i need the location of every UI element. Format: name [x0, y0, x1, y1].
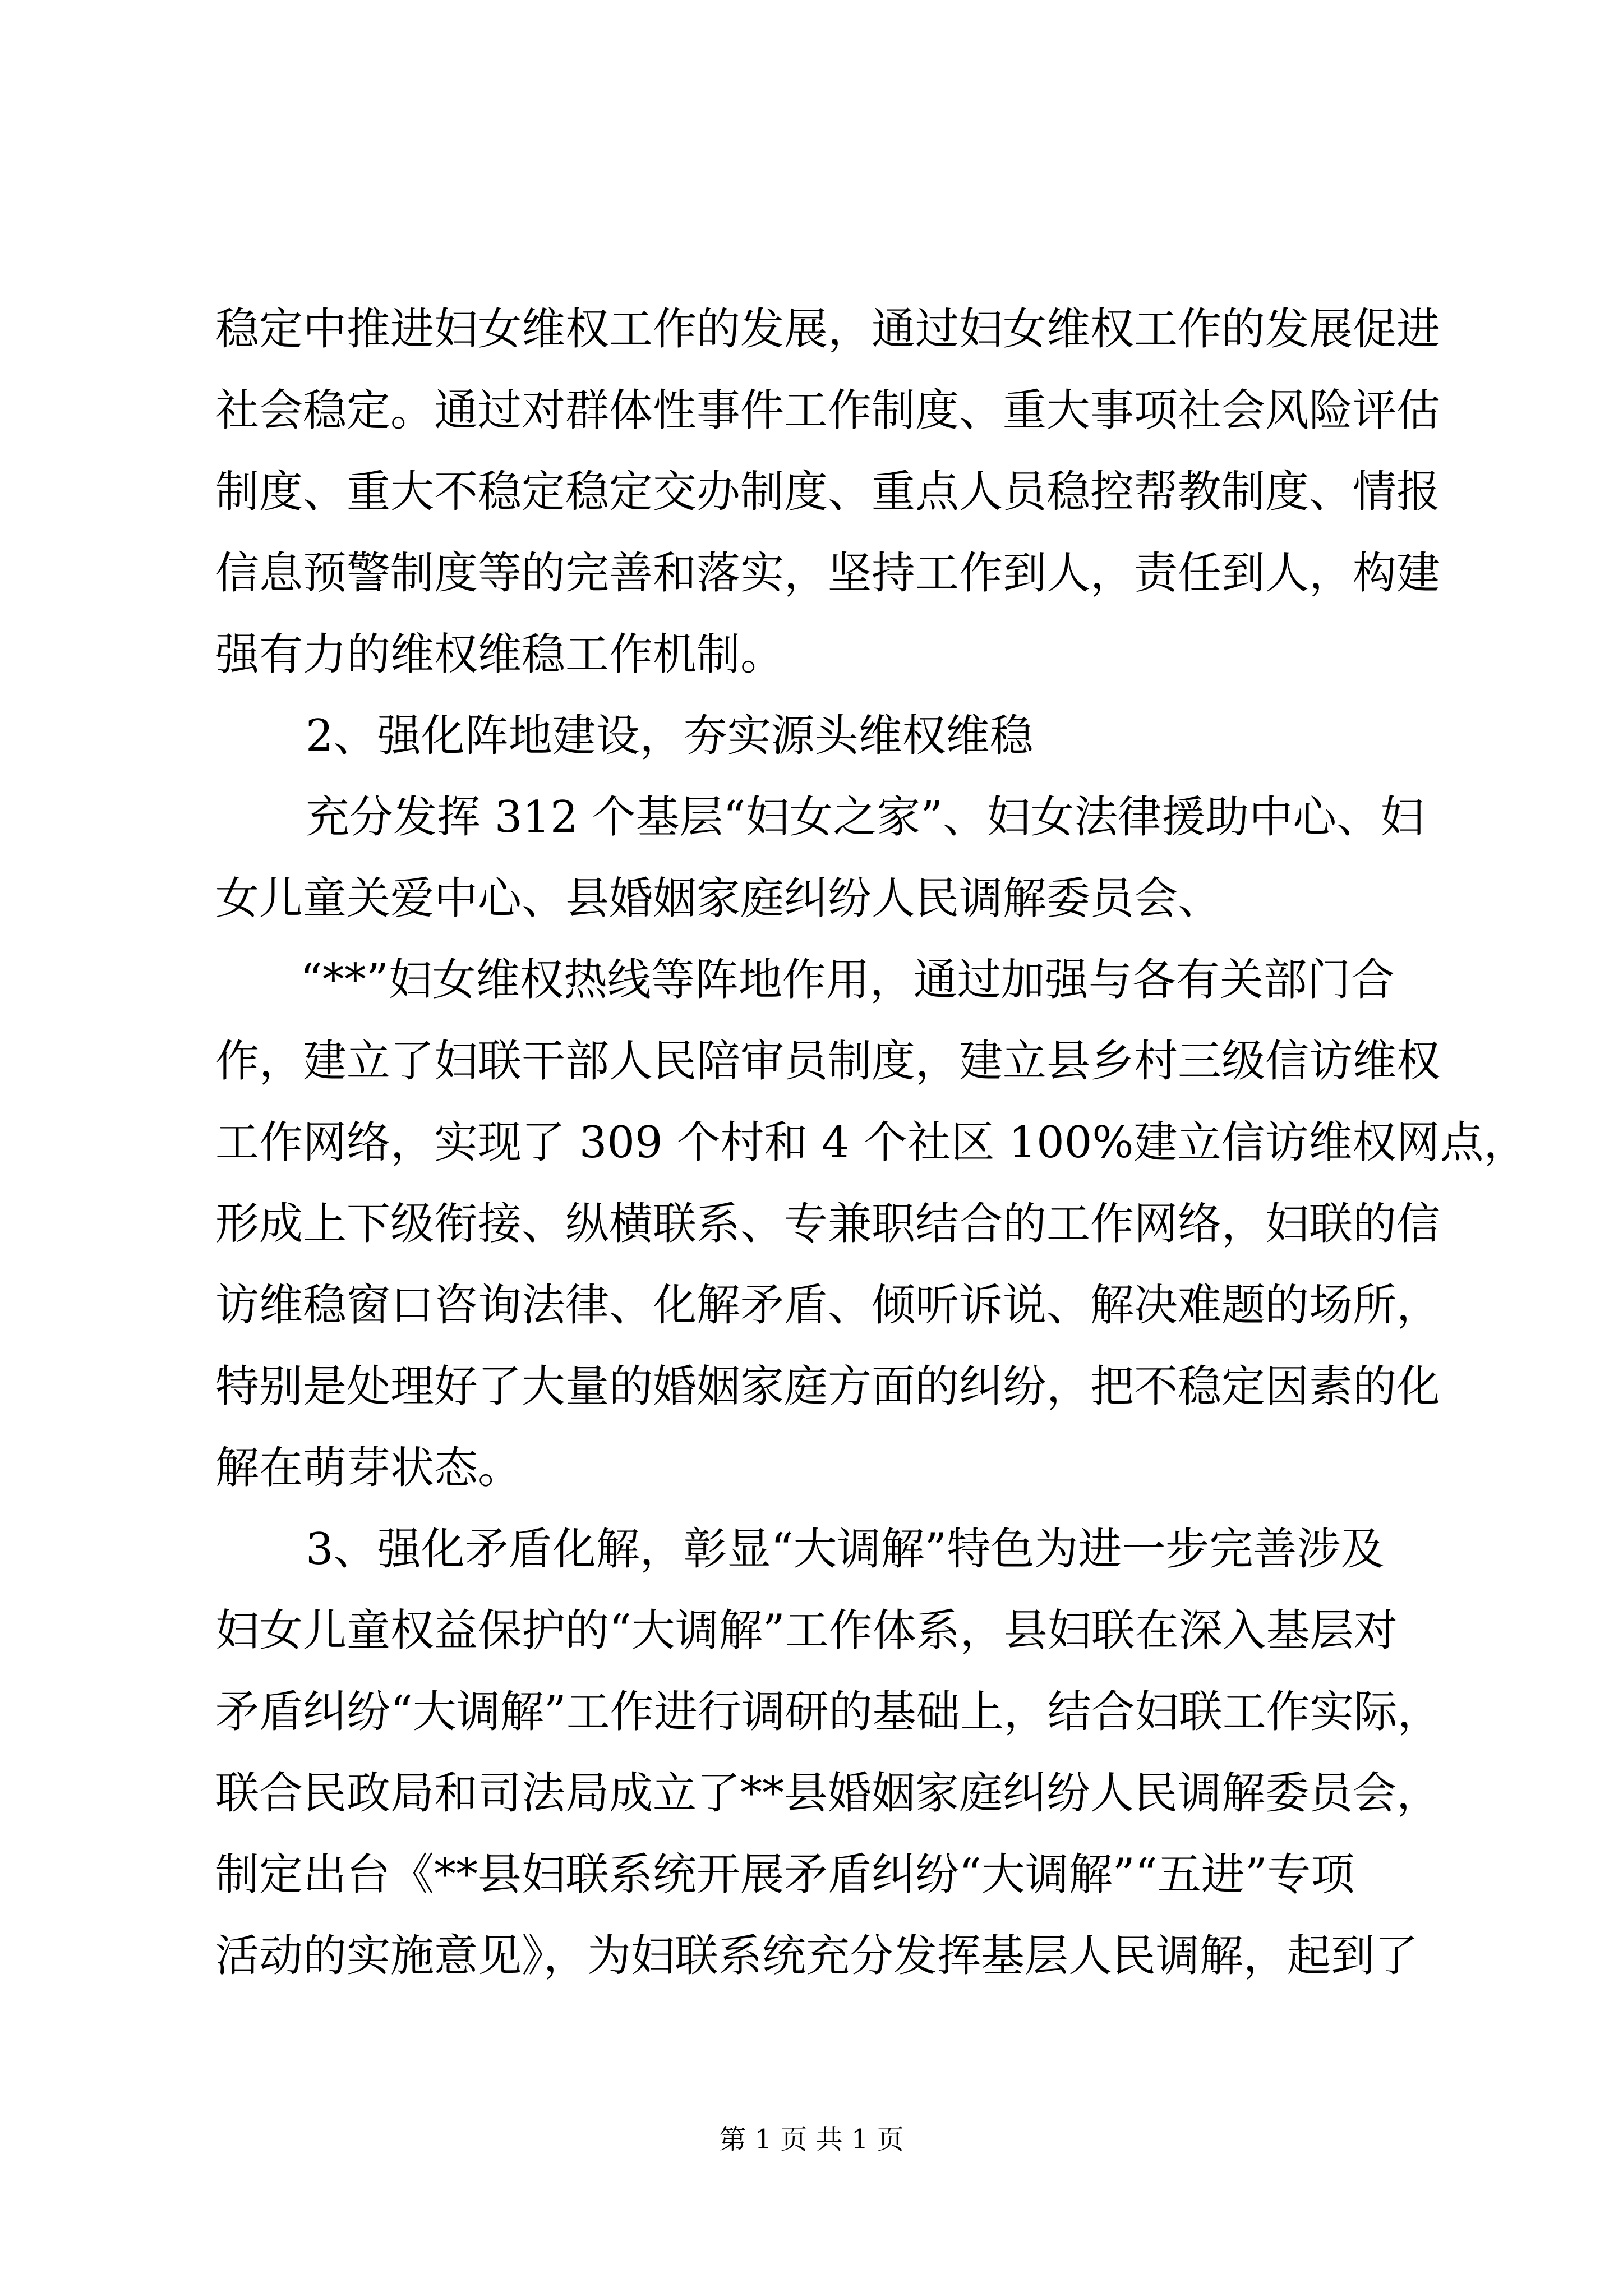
section-heading: 3、强化矛盾化解，彰显“大调解”特色为进一步完善涉及 — [306, 1524, 1385, 1575]
body-line: 解在萌芽状态。 — [215, 1443, 522, 1493]
section-heading: 2、强化阵地建设，夯实源头维权维稳 — [306, 711, 1034, 761]
body-line: 矛盾纠纷“大调解”工作进行调研的基础上，结合妇联工作实际， — [215, 1687, 1441, 1737]
body-line: 形成上下级衔接、纵横联系、专兼职结合的工作网络，妇联的信 — [215, 1199, 1441, 1249]
body-line: 活动的实施意见》，为妇联系统充分发挥基层人民调解，起到了 — [215, 1931, 1419, 1981]
body-line: 制定出台《**县妇联系统开展矛盾纠纷“大调解”“五进”专项 — [215, 1849, 1355, 1900]
body-line: 访维稳窗口咨询法律、化解矛盾、倾听诉说、解决难题的场所， — [215, 1280, 1441, 1331]
body-line: 信息预警制度等的完善和落实，坚持工作到人，责任到人，构建 — [215, 548, 1441, 599]
page-number-footer: 第 1 页 共 1 页 — [719, 2124, 904, 2155]
body-line: 工作网络，实现了 309 个村和 4 个社区 100%建立信访维权网点， — [215, 1117, 1528, 1168]
body-line: 女儿童关爱中心、县婚姻家庭纠纷人民调解委员会、 — [215, 873, 1222, 924]
body-line: 充分发挥 312 个基层“妇女之家”、妇女法律援助中心、妇 — [306, 792, 1424, 843]
body-line: 联合民政局和司法局成立了**县婚姻家庭纠纷人民调解委员会， — [215, 1768, 1441, 1819]
body-line: 制度、重大不稳定稳定交办制度、重点人员稳控帮教制度、情报 — [215, 467, 1441, 517]
body-line: 强有力的维权维稳工作机制。 — [215, 629, 785, 680]
body-line: 特别是处理好了大量的婚姻家庭方面的纠纷，把不稳定因素的化 — [215, 1361, 1441, 1412]
body-line: “**”妇女维权热线等阵地作用，通过加强与各有关部门合 — [300, 955, 1395, 1005]
body-line: 社会稳定。通过对群体性事件工作制度、重大事项社会风险评估 — [215, 385, 1441, 436]
body-line: 作，建立了妇联干部人民陪审员制度，建立县乡村三级信访维权 — [215, 1036, 1441, 1087]
body-line: 稳定中推进妇女维权工作的发展，通过妇女维权工作的发展促进 — [215, 304, 1441, 355]
body-line: 妇女儿童权益保护的“大调解”工作体系，县妇联在深入基层对 — [215, 1605, 1398, 1656]
